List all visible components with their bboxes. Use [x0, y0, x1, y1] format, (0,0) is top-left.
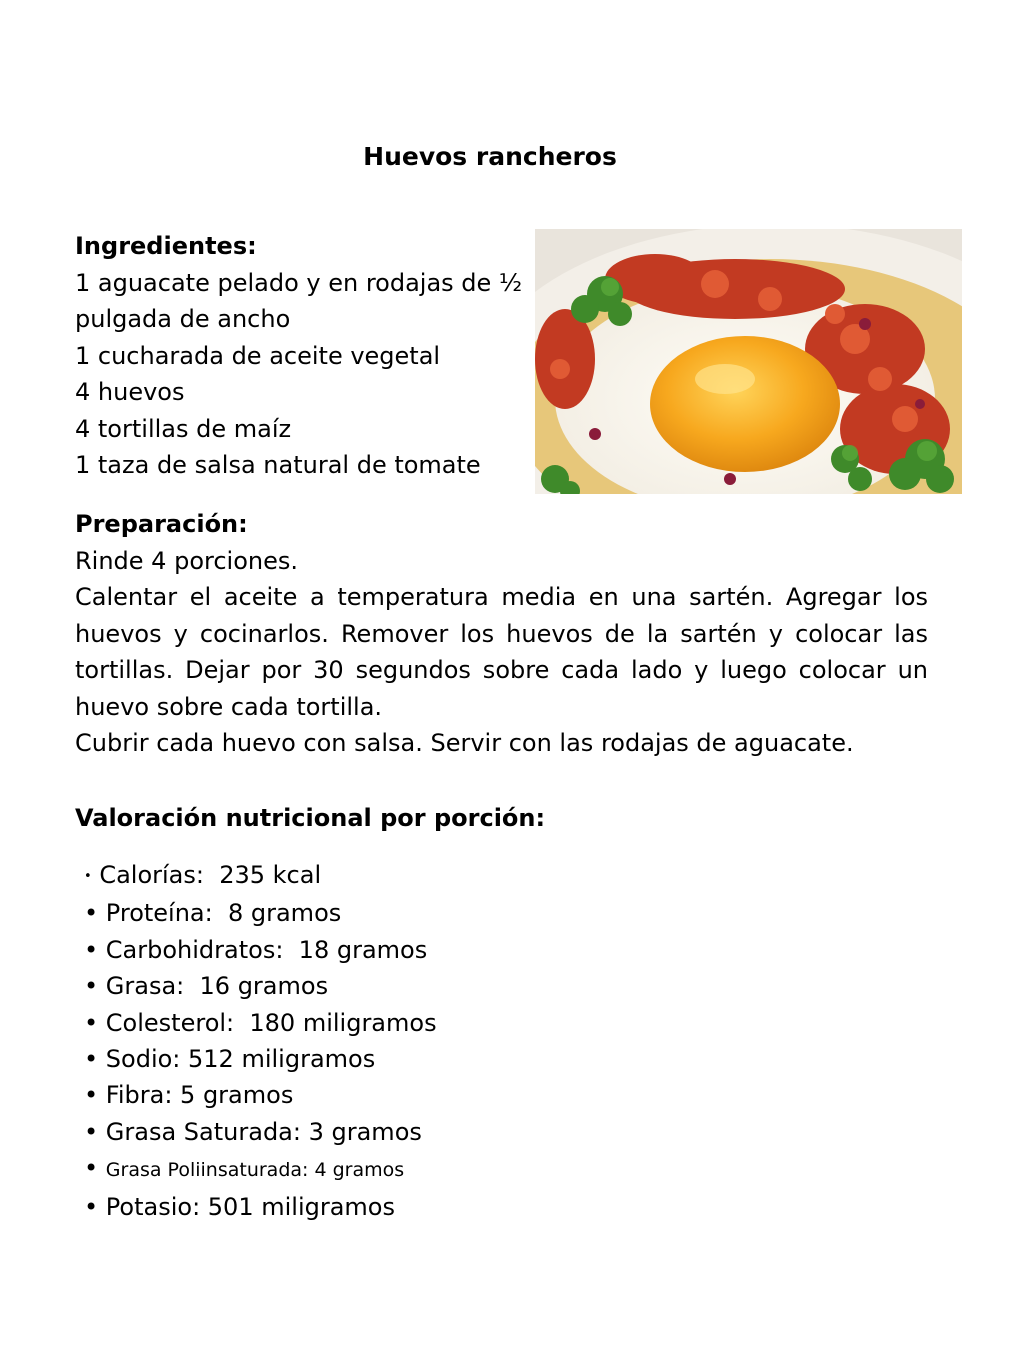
- egg-dish-image: [535, 229, 962, 494]
- nutrition-item-text: Sodio: 512 miligramos: [105, 1045, 376, 1074]
- nutrition-item-text: Grasa: 16 gramos: [105, 972, 329, 1001]
- ingredient-line: 4 huevos: [75, 378, 185, 406]
- ingredients-section: [75, 228, 530, 484]
- nutrition-item: [84, 1114, 437, 1150]
- nutrition-item-text: Proteína: 8 gramos: [105, 899, 342, 928]
- bullet-icon: •: [84, 899, 99, 928]
- ingredients-heading: Ingredientes:: [75, 232, 257, 260]
- nutrition-item: [84, 895, 437, 931]
- bullet-icon: •: [84, 1008, 99, 1037]
- huevos-rancheros-photo: [535, 229, 962, 494]
- preparation-heading: Preparación:: [75, 510, 248, 538]
- nutrition-item: [84, 968, 437, 1004]
- nutrition-item-text: Calorías: 235 kcal: [99, 861, 322, 889]
- bullet-icon: •: [84, 972, 99, 1001]
- recipe-title: Huevos rancheros: [363, 142, 617, 171]
- bullet-icon: •: [84, 1117, 99, 1146]
- ingredient-line: 1 aguacate pelado y en rodajas de ½: [75, 268, 523, 297]
- nutrition-heading: Valoración nutricional por porción:: [75, 804, 546, 832]
- nutrition-item: [84, 1150, 437, 1188]
- nutrition-item-text: Carbohidratos: 18 gramos: [105, 935, 428, 964]
- nutrition-item: [84, 1189, 437, 1225]
- ingredient-line: 1 cucharada de aceite vegetal: [75, 341, 441, 370]
- yield-text: Rinde 4 porciones.: [75, 546, 298, 575]
- nutrition-item: [84, 932, 437, 968]
- bullet-icon: •: [84, 935, 99, 964]
- nutrition-item-text: Grasa Saturada: 3 gramos: [105, 1117, 422, 1146]
- bullet-icon: •: [84, 1154, 99, 1183]
- nutrition-item-text: Colesterol: 180 miligramos: [105, 1008, 437, 1037]
- nutrition-item-text: Grasa Poliinsaturada: 4 gramos: [105, 1159, 405, 1182]
- preparation-step: Cubrir cada huevo con salsa. Servir con las rodajas de aguacate.: [75, 729, 854, 757]
- bullet-icon: •: [84, 1192, 99, 1221]
- nutrition-item-text: Potasio: 501 miligramos: [105, 1192, 395, 1221]
- nutrition-item: [84, 857, 437, 895]
- bullet-icon: •: [84, 1045, 99, 1074]
- ingredient-line: pulgada de ancho: [75, 305, 291, 333]
- nutrition-item-text: Fibra: 5 gramos: [105, 1081, 294, 1110]
- nutrition-item: [84, 1041, 437, 1077]
- preparation-section: [75, 506, 928, 762]
- ingredient-line: 4 tortillas de maíz: [75, 414, 292, 443]
- bullet-icon: •: [84, 1081, 99, 1110]
- bullet-icon: •: [84, 869, 92, 884]
- nutrition-item: [84, 1005, 437, 1041]
- ingredient-line: 1 taza de salsa natural de tomate: [75, 451, 481, 479]
- nutrition-list: [84, 857, 437, 1225]
- preparation-step: Calentar el aceite a temperatura media en una sartén. Agregar los huevos y cocinarlos. Remover los huevos de la sartén y colocar las tortillas. Dejar por 30 segundos sobre cada lado y luego colocar un huevo sobre cada tortilla.: [75, 583, 928, 721]
- nutrition-item: [84, 1077, 437, 1113]
